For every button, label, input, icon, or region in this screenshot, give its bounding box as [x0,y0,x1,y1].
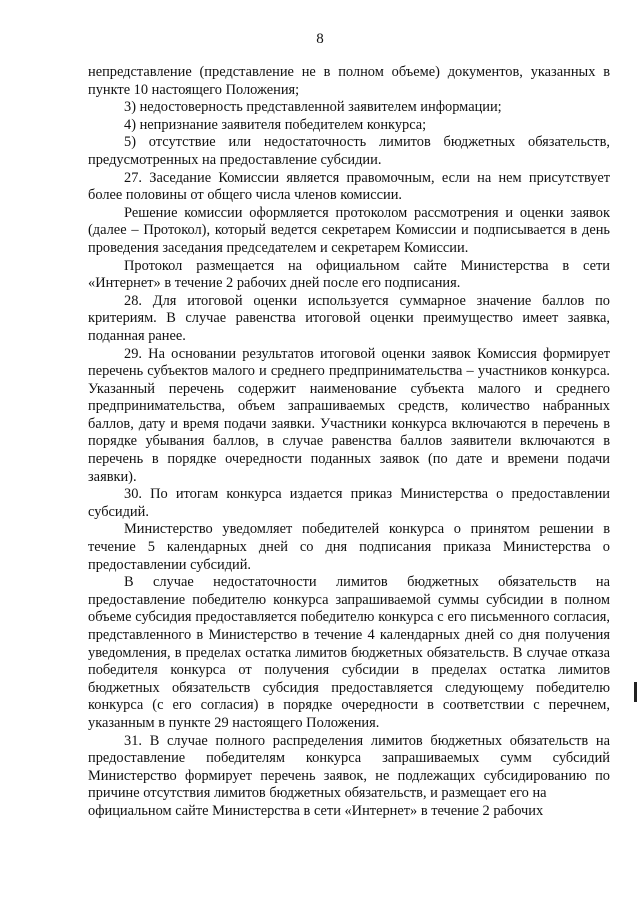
scan-edge-mark [634,682,637,702]
paragraph-protocol-decision: Решение комиссии оформляется протоколом рассмотрения и оценки заявок (далее – Протокол), который ведется секретарем Комиссии и подписывается в день проведения заседания председателем и секретарем Комиссии. [88,204,610,256]
paragraph-insufficient-limits: В случае недостаточности лимитов бюджетных обязательств на предоставление победителю конкурса запрашиваемой суммы субсидии в полном объеме субсидия предоставляется победителю конкурса с его письменного согласия, представленного в Министерство в течение 4 календарных дней со дня получения уведомления, в пределах остатка лимитов бюджетных обязательств. В случае отказа победителя конкурса от получения субсидии в пределах остатка лимитов бюджетных обязательств субсидия предоставляется следующему победителю конкурса (с его согласия) в порядке очередности в соответствии с перечнем, указанным в пункте 29 настоящего Положения. [88,574,610,731]
page-number: 8 [316,31,324,47]
clause-29: 29. На основании результатов итоговой оценки заявок Комиссия формирует перечень субъектов малого и среднего предпринимательства – участников конкурса. Указанный перечень содержит наименование субъекта малого и среднего предпринимательства, объем запрашиваемых средств, количество набранных баллов, дату и время подачи заявки. Участники конкурса включаются в перечень в порядке убывания баллов, в случае равенства баллов заявители включаются в перечень в порядке очередности поданных заявок (по дате и времени подачи заявки). [88,345,610,485]
clause-28: 28. Для итоговой оценки используется суммарное значение баллов по критериям. В случае равенства итоговой оценки преимущество имеет заявка, поданная ранее. [88,292,610,344]
list-item-3: 3) недостоверность представленной заявителем информации; [124,99,502,116]
clause-31: 31. В случае полного распределения лимитов бюджетных обязательств на предоставление победителям конкурса запрашиваемых сумм субсидий Министерство формирует перечень заявок, не подлежащих субсидированию по причине отсутствия лимитов бюджетных обязательств, и размещает его на [88,732,610,802]
clause-27: 27. Заседание Комиссии является правомочным, если на нем присутствует более половины от общего числа членов комиссии. [88,169,610,204]
document-body [88,64,610,821]
paragraph-protocol-publication: Протокол размещается на официальном сайте Министерства в сети «Интернет» в течение 2 рабочих дней после его подписания. [88,257,610,292]
clause-30: 30. По итогам конкурса издается приказ Министерства о предоставлении субсидий. [88,486,610,520]
list-item-5: 5) отсутствие или недостаточность лимитов бюджетных обязательств, предусмотренных на предоставление субсидии. [88,134,610,168]
paragraph-notification: Министерство уведомляет победителей конкурса о принятом решении в течение 5 календарных дней со дня подписания приказа Министерства о предоставлении субсидий. [88,521,610,573]
list-item-4: 4) непризнание заявителя победителем конкурса; [124,116,427,133]
paragraph-continuation: непредставление (представление не в полном объеме) документов, указанных в пункте 10 настоящего Положения; [88,64,610,98]
cut-off-line: официальном сайте Министерства в сети «Интернет» в течение 2 рабочих [88,802,544,819]
